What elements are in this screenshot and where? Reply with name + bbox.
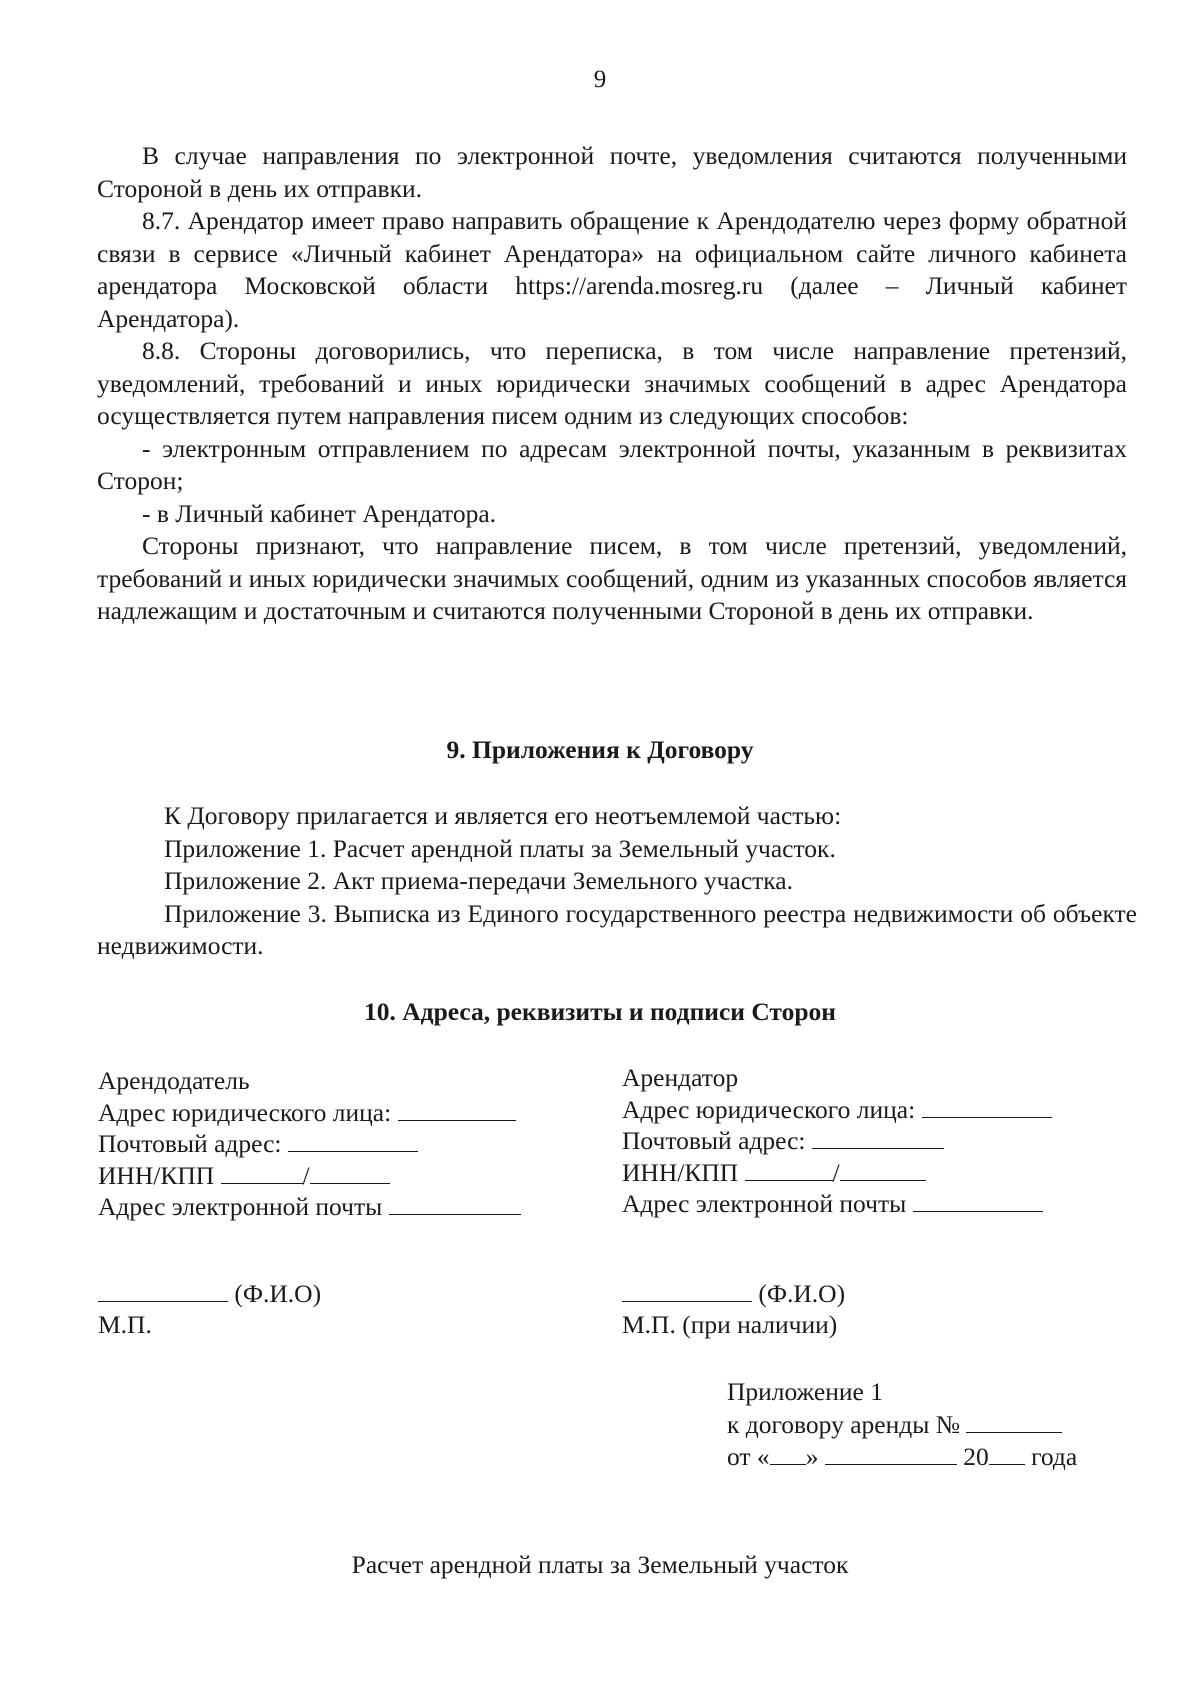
landlord-stamp-label: М.П. (98, 1310, 152, 1339)
tenant-email-row (622, 1188, 1052, 1220)
landlord-email-row (98, 1191, 521, 1223)
landlord-signature-block (98, 1278, 321, 1340)
annex-item-2: Приложение 2. Акт приема-передачи Земельного участка. (164, 866, 793, 895)
legal-address-blank[interactable] (922, 1095, 1052, 1118)
landlord-legal-address-row (98, 1097, 521, 1129)
day-blank[interactable] (770, 1442, 806, 1465)
appendix-number: Приложение 1 (727, 1377, 883, 1406)
postal-address-blank[interactable] (288, 1129, 418, 1152)
appendix-contract-row (727, 1409, 1077, 1442)
legal-address-blank[interactable] (398, 1098, 516, 1121)
legal-address-label: Адрес юридического лица: (622, 1094, 916, 1124)
year-prefix: 20 (963, 1442, 989, 1471)
kpp-blank[interactable] (840, 1158, 926, 1181)
landlord-postal-address-row (98, 1128, 521, 1160)
section-9-heading: 9. Приложения к Договору (446, 735, 754, 764)
landlord-details (98, 1065, 521, 1223)
tenant-inn-row (622, 1157, 1052, 1189)
inn-separator: / (832, 1157, 840, 1187)
tenant-legal-address-row (622, 1094, 1052, 1126)
email-label: Адрес электронной почты (98, 1192, 383, 1221)
postal-address-blank[interactable] (812, 1126, 944, 1149)
landlord-label: Арендодатель (98, 1066, 250, 1095)
email-blank[interactable] (913, 1189, 1043, 1212)
year-blank[interactable] (989, 1442, 1025, 1465)
inn-separator: / (302, 1160, 310, 1190)
inn-blank[interactable] (221, 1161, 303, 1184)
annex-intro: К Договору прилагается и является его неотъемлемой частью: (164, 801, 842, 830)
inn-blank[interactable] (745, 1158, 833, 1181)
month-blank[interactable] (825, 1442, 957, 1465)
signature-blank[interactable] (98, 1279, 228, 1302)
tenant-signature-block (622, 1278, 845, 1340)
annex-list (97, 800, 1137, 963)
signature-blank[interactable] (622, 1279, 752, 1302)
tenant-details (622, 1062, 1052, 1220)
contract-number-label: к договору аренды № (727, 1409, 961, 1439)
paragraph-method-email: - электронным отправлением по адресам электронной почты, указанным в реквизитах Сторон; (97, 433, 1127, 495)
email-blank[interactable] (389, 1192, 521, 1215)
fio-label: (Ф.И.О) (234, 1279, 322, 1308)
paragraph-recognition: Стороны признают, что направление писем, в том числе претензий, уведомлений, требований и иных юридически значимых сообщений, одним из указанных способов является надлежащим и достаточным и считаются полученными Стороной в день их отправки. (97, 531, 1127, 625)
paragraph-8-7: 8.7. Арендатор имеет право направить обращение к Арендодателю через форму обратной связи в сервисе «Личный кабинет Арендатора» на официальном сайте личного кабинета арендатора Московской области https://arenda.mosreg.ru (далее – Личный кабинет Арендатора). (97, 206, 1127, 333)
tenant-label: Арендатор (622, 1063, 739, 1092)
landlord-signature-row (98, 1278, 321, 1309)
date-open-quote: от « (727, 1442, 770, 1471)
landlord-inn-row (98, 1160, 521, 1192)
section-10-heading: 10. Адреса, реквизиты и подписи Сторон (364, 997, 836, 1026)
inn-kpp-label: ИНН/КПП (98, 1160, 215, 1190)
paragraph-method-cabinet: - в Личный кабинет Арендатора. (142, 498, 497, 528)
section-8-continuation (97, 140, 1127, 628)
tenant-postal-address-row (622, 1125, 1052, 1157)
fio-label: (Ф.И.О) (758, 1279, 846, 1308)
annex-item-1: Приложение 1. Расчет арендной платы за Земельный участок. (164, 833, 836, 863)
appendix-date-row (727, 1441, 1077, 1474)
date-close-quote: » (805, 1442, 819, 1471)
annex-item-3: Приложение 3. Выписка из Единого государственного реестра недвижимости об объекте недвижимости. (97, 898, 1137, 960)
postal-address-label: Почтовый адрес: (622, 1126, 806, 1155)
legal-address-label: Адрес юридического лица: (98, 1097, 392, 1127)
email-label: Адрес электронной почты (622, 1189, 907, 1218)
tenant-stamp-label: М.П. (при наличии) (622, 1310, 838, 1339)
appendix-header (727, 1376, 1077, 1474)
tenant-signature-row (622, 1278, 845, 1309)
rent-calculation-title: Расчет арендной платы за Земельный участок (351, 1550, 849, 1579)
page-number: 9 (593, 66, 607, 93)
year-word: года (1031, 1442, 1078, 1471)
inn-kpp-label: ИНН/КПП (622, 1157, 739, 1187)
paragraph-8-8: 8.8. Стороны договорились, что переписка, в том числе направление претензий, уведомлений, требований и иных юридически значимых сообщений в адрес Арендатора осуществляется путем направления писем одним из следующих способов: (97, 336, 1127, 430)
paragraph-email-notice: В случае направления по электронной почте, уведомления считаются полученными Стороной в день их отправки. (97, 141, 1127, 203)
postal-address-label: Почтовый адрес: (98, 1129, 282, 1158)
contract-number-blank[interactable] (966, 1410, 1062, 1433)
kpp-blank[interactable] (310, 1161, 390, 1184)
